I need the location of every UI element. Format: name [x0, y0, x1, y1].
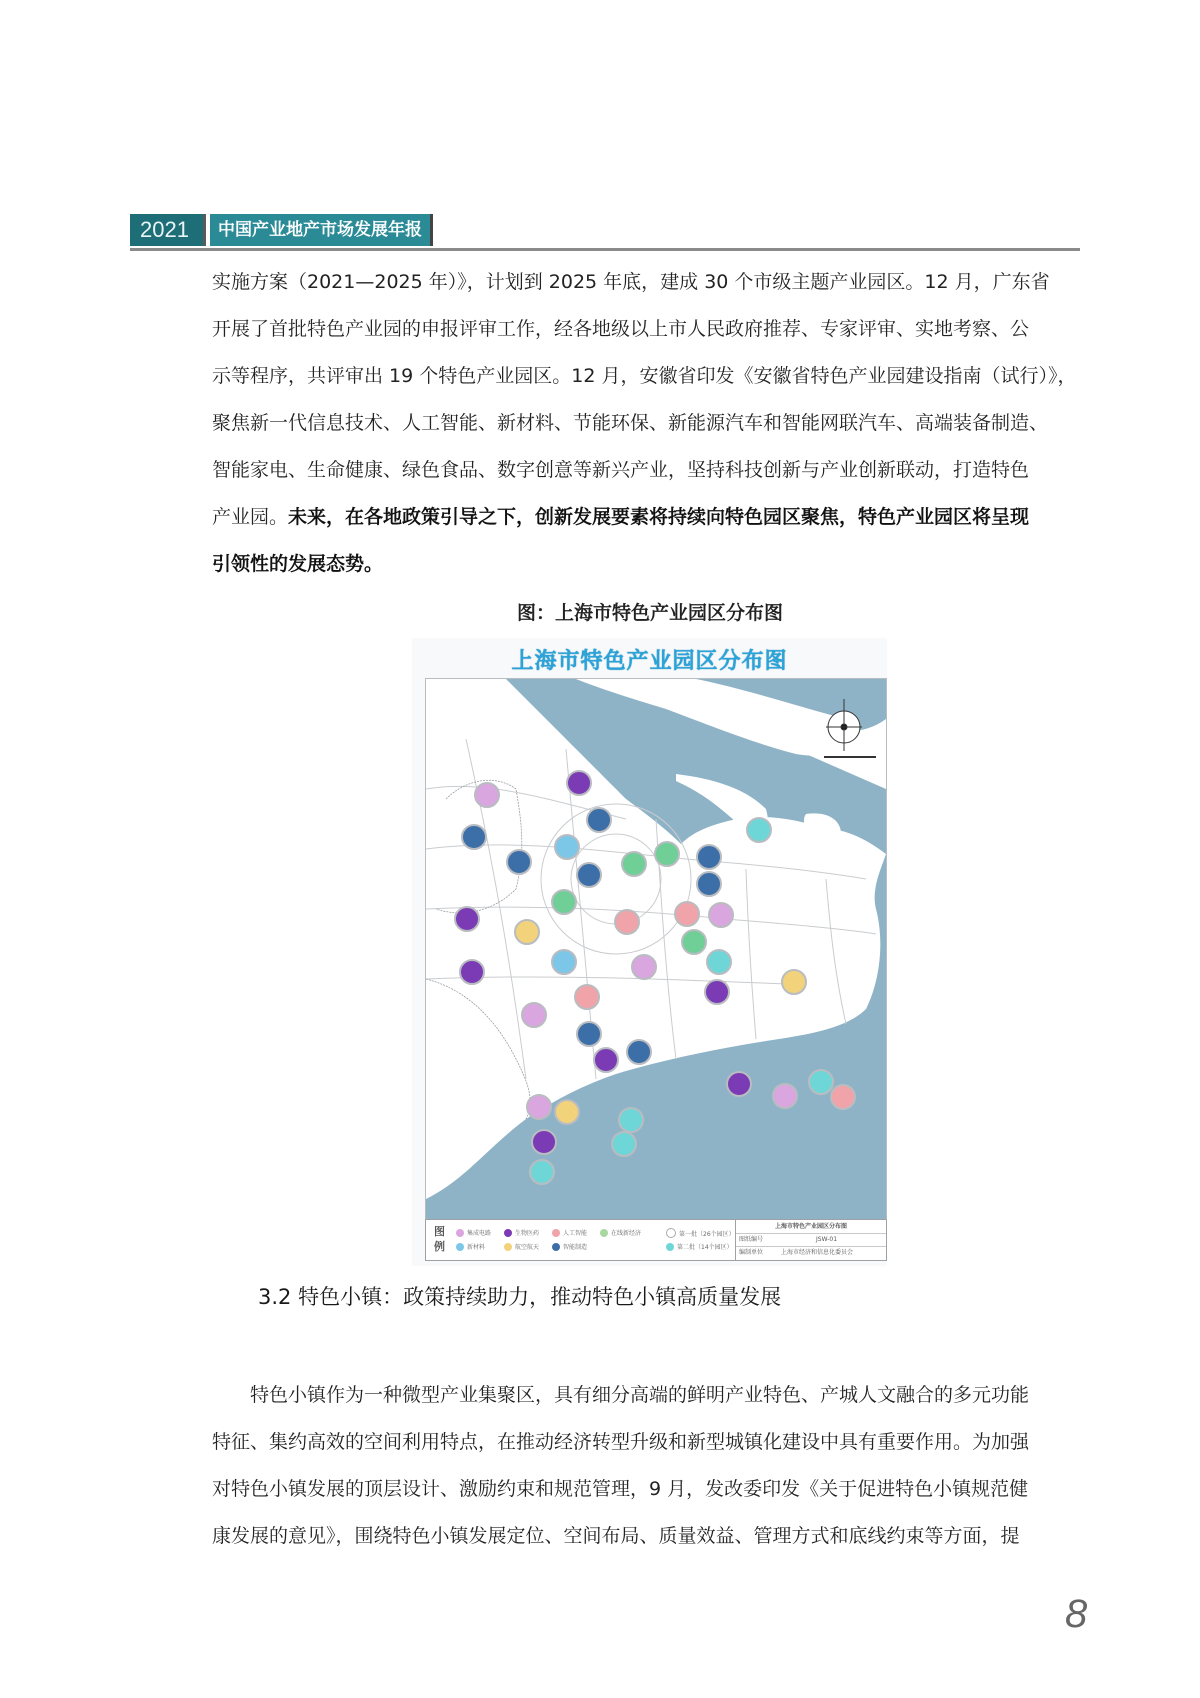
park-marker-icon	[611, 1131, 637, 1157]
cart-icon	[600, 1229, 608, 1237]
park-marker-icon	[708, 902, 734, 928]
legend-batch: 第二批（14个园区）	[666, 1242, 733, 1251]
legend-item: 航空航天	[504, 1242, 539, 1251]
title-block-row: 图纸编号 JSW-01	[736, 1233, 886, 1247]
park-marker-icon	[506, 849, 532, 875]
circle-filled-icon	[666, 1243, 674, 1251]
running-header	[130, 214, 433, 246]
map-legend	[425, 1219, 887, 1261]
legend-item: 生物医药	[504, 1228, 539, 1237]
park-marker-icon	[454, 906, 480, 932]
legend-item: 人工智能	[552, 1228, 587, 1237]
text-line: 示等程序，共评审出 19 个特色产业园区。12 月，安徽省印发《安徽省特色产业园建设指南（试行）》，	[212, 365, 1077, 387]
text-line	[212, 494, 1092, 541]
body-paragraph-1	[212, 259, 1092, 588]
park-marker-icon	[521, 1002, 547, 1028]
park-marker-icon	[474, 782, 500, 808]
park-marker-icon	[551, 949, 577, 975]
molecule-icon	[456, 1243, 464, 1251]
text-line: 特色小镇作为一种微型产业集聚区，具有细分高端的鲜明产业特色、产城人文融合的多元功能	[250, 1384, 1030, 1406]
park-marker-icon	[626, 1039, 652, 1065]
park-marker-icon	[614, 909, 640, 935]
park-marker-icon	[554, 1099, 580, 1125]
park-marker-icon	[781, 969, 807, 995]
text-line: 康发展的意见》，围绕特色小镇发展定位、空间布局、质量效益、管理方式和底线约束等方面，提	[212, 1525, 1020, 1547]
legend-item: 智能制造	[552, 1242, 587, 1251]
legend-item: 新材料	[456, 1242, 485, 1251]
legend-item: 在线新经济	[600, 1228, 641, 1237]
park-marker-icon	[514, 919, 540, 945]
legend-batch: 第一批（26个园区）	[666, 1228, 735, 1238]
park-marker-icon	[674, 901, 700, 927]
body-paragraph-2	[212, 1372, 1092, 1560]
park-marker-icon	[461, 824, 487, 850]
park-marker-icon	[681, 929, 707, 955]
page-number: 8	[1065, 1592, 1088, 1636]
park-marker-icon	[746, 817, 772, 843]
park-marker-icon	[576, 862, 602, 888]
legend-item: 集成电路	[456, 1228, 491, 1237]
park-marker-icon	[593, 1047, 619, 1073]
plane-icon	[504, 1243, 512, 1251]
park-marker-icon	[696, 871, 722, 897]
circle-outline-icon	[666, 1228, 676, 1238]
circuit-icon	[456, 1229, 464, 1237]
park-marker-icon	[772, 1083, 798, 1109]
text-line: 智能家电、生命健康、绿色食品、数字创意等新兴产业，坚持科技创新与产业创新联动，打造特色	[212, 459, 1030, 481]
figure-caption: 图：上海市特色产业园区分布图	[516, 602, 783, 624]
brain-icon	[552, 1229, 560, 1237]
year-badge: 2021	[130, 214, 206, 246]
park-marker-icon	[551, 889, 577, 915]
text-line: 开展了首批特色产业园的申报评审工作，经各地级以上市人民政府推荐、专家评审、实地考察、公	[212, 318, 1030, 340]
park-marker-icon	[631, 954, 657, 980]
map-title-block	[735, 1220, 886, 1260]
map-title: 上海市特色产业园区分布图	[511, 649, 788, 674]
header-rule	[130, 248, 1080, 251]
park-marker-icon	[574, 984, 600, 1010]
map-frame	[425, 678, 887, 1220]
text-line: 特征、集约高效的空间利用特点，在推动经济转型升级和新型城镇化建设中具有重要作用。为加强	[212, 1431, 1030, 1453]
legend-label: 图例	[434, 1225, 445, 1253]
park-marker-icon	[586, 807, 612, 833]
park-marker-icon	[566, 770, 592, 796]
text-line: 引领性的发展态势。	[212, 553, 384, 575]
park-marker-icon	[696, 844, 722, 870]
park-marker-icon	[621, 851, 647, 877]
map-graphic	[426, 679, 886, 1219]
park-marker-icon	[554, 834, 580, 860]
text-plain: 产业园。	[212, 506, 289, 528]
park-marker-icon	[704, 979, 730, 1005]
text-emphasis: 未来，在各地政策引导之下，创新发展要素将持续向特色园区聚焦，特色产业园区将呈现	[288, 506, 1030, 528]
shanghai-park-map	[412, 638, 887, 1266]
section-heading: 3.2 特色小镇：政策持续助力，推动特色小镇高质量发展	[258, 1285, 782, 1309]
text-line: 实施方案（2021—2025 年）》，计划到 2025 年底，建成 30 个市级主题产业园区。12 月，广东省	[212, 271, 1050, 293]
park-marker-icon	[526, 1094, 552, 1120]
park-marker-icon	[618, 1107, 644, 1133]
text-line: 对特色小镇发展的顶层设计、激励约束和规范管理，9 月，发改委印发《关于促进特色小镇规范健	[212, 1478, 1029, 1500]
title-block-row: 编制单位 上海市经济和信息化委员会	[739, 1249, 854, 1256]
text-line: 聚焦新一代信息技术、人工智能、新材料、节能环保、新能源汽车和智能网联汽车、高端装备制造、	[212, 412, 1049, 434]
robot-arm-icon	[552, 1243, 560, 1251]
park-marker-icon	[459, 959, 485, 985]
report-title: 中国产业地产市场发展年报	[210, 214, 433, 246]
park-marker-icon	[529, 1159, 555, 1185]
park-marker-icon	[531, 1129, 557, 1155]
park-marker-icon	[726, 1071, 752, 1097]
park-marker-icon	[830, 1084, 856, 1110]
title-block-title: 上海市特色产业园区分布图	[736, 1220, 886, 1234]
park-marker-icon	[706, 949, 732, 975]
park-marker-icon	[654, 841, 680, 867]
capsule-icon	[504, 1229, 512, 1237]
park-marker-icon	[576, 1021, 602, 1047]
